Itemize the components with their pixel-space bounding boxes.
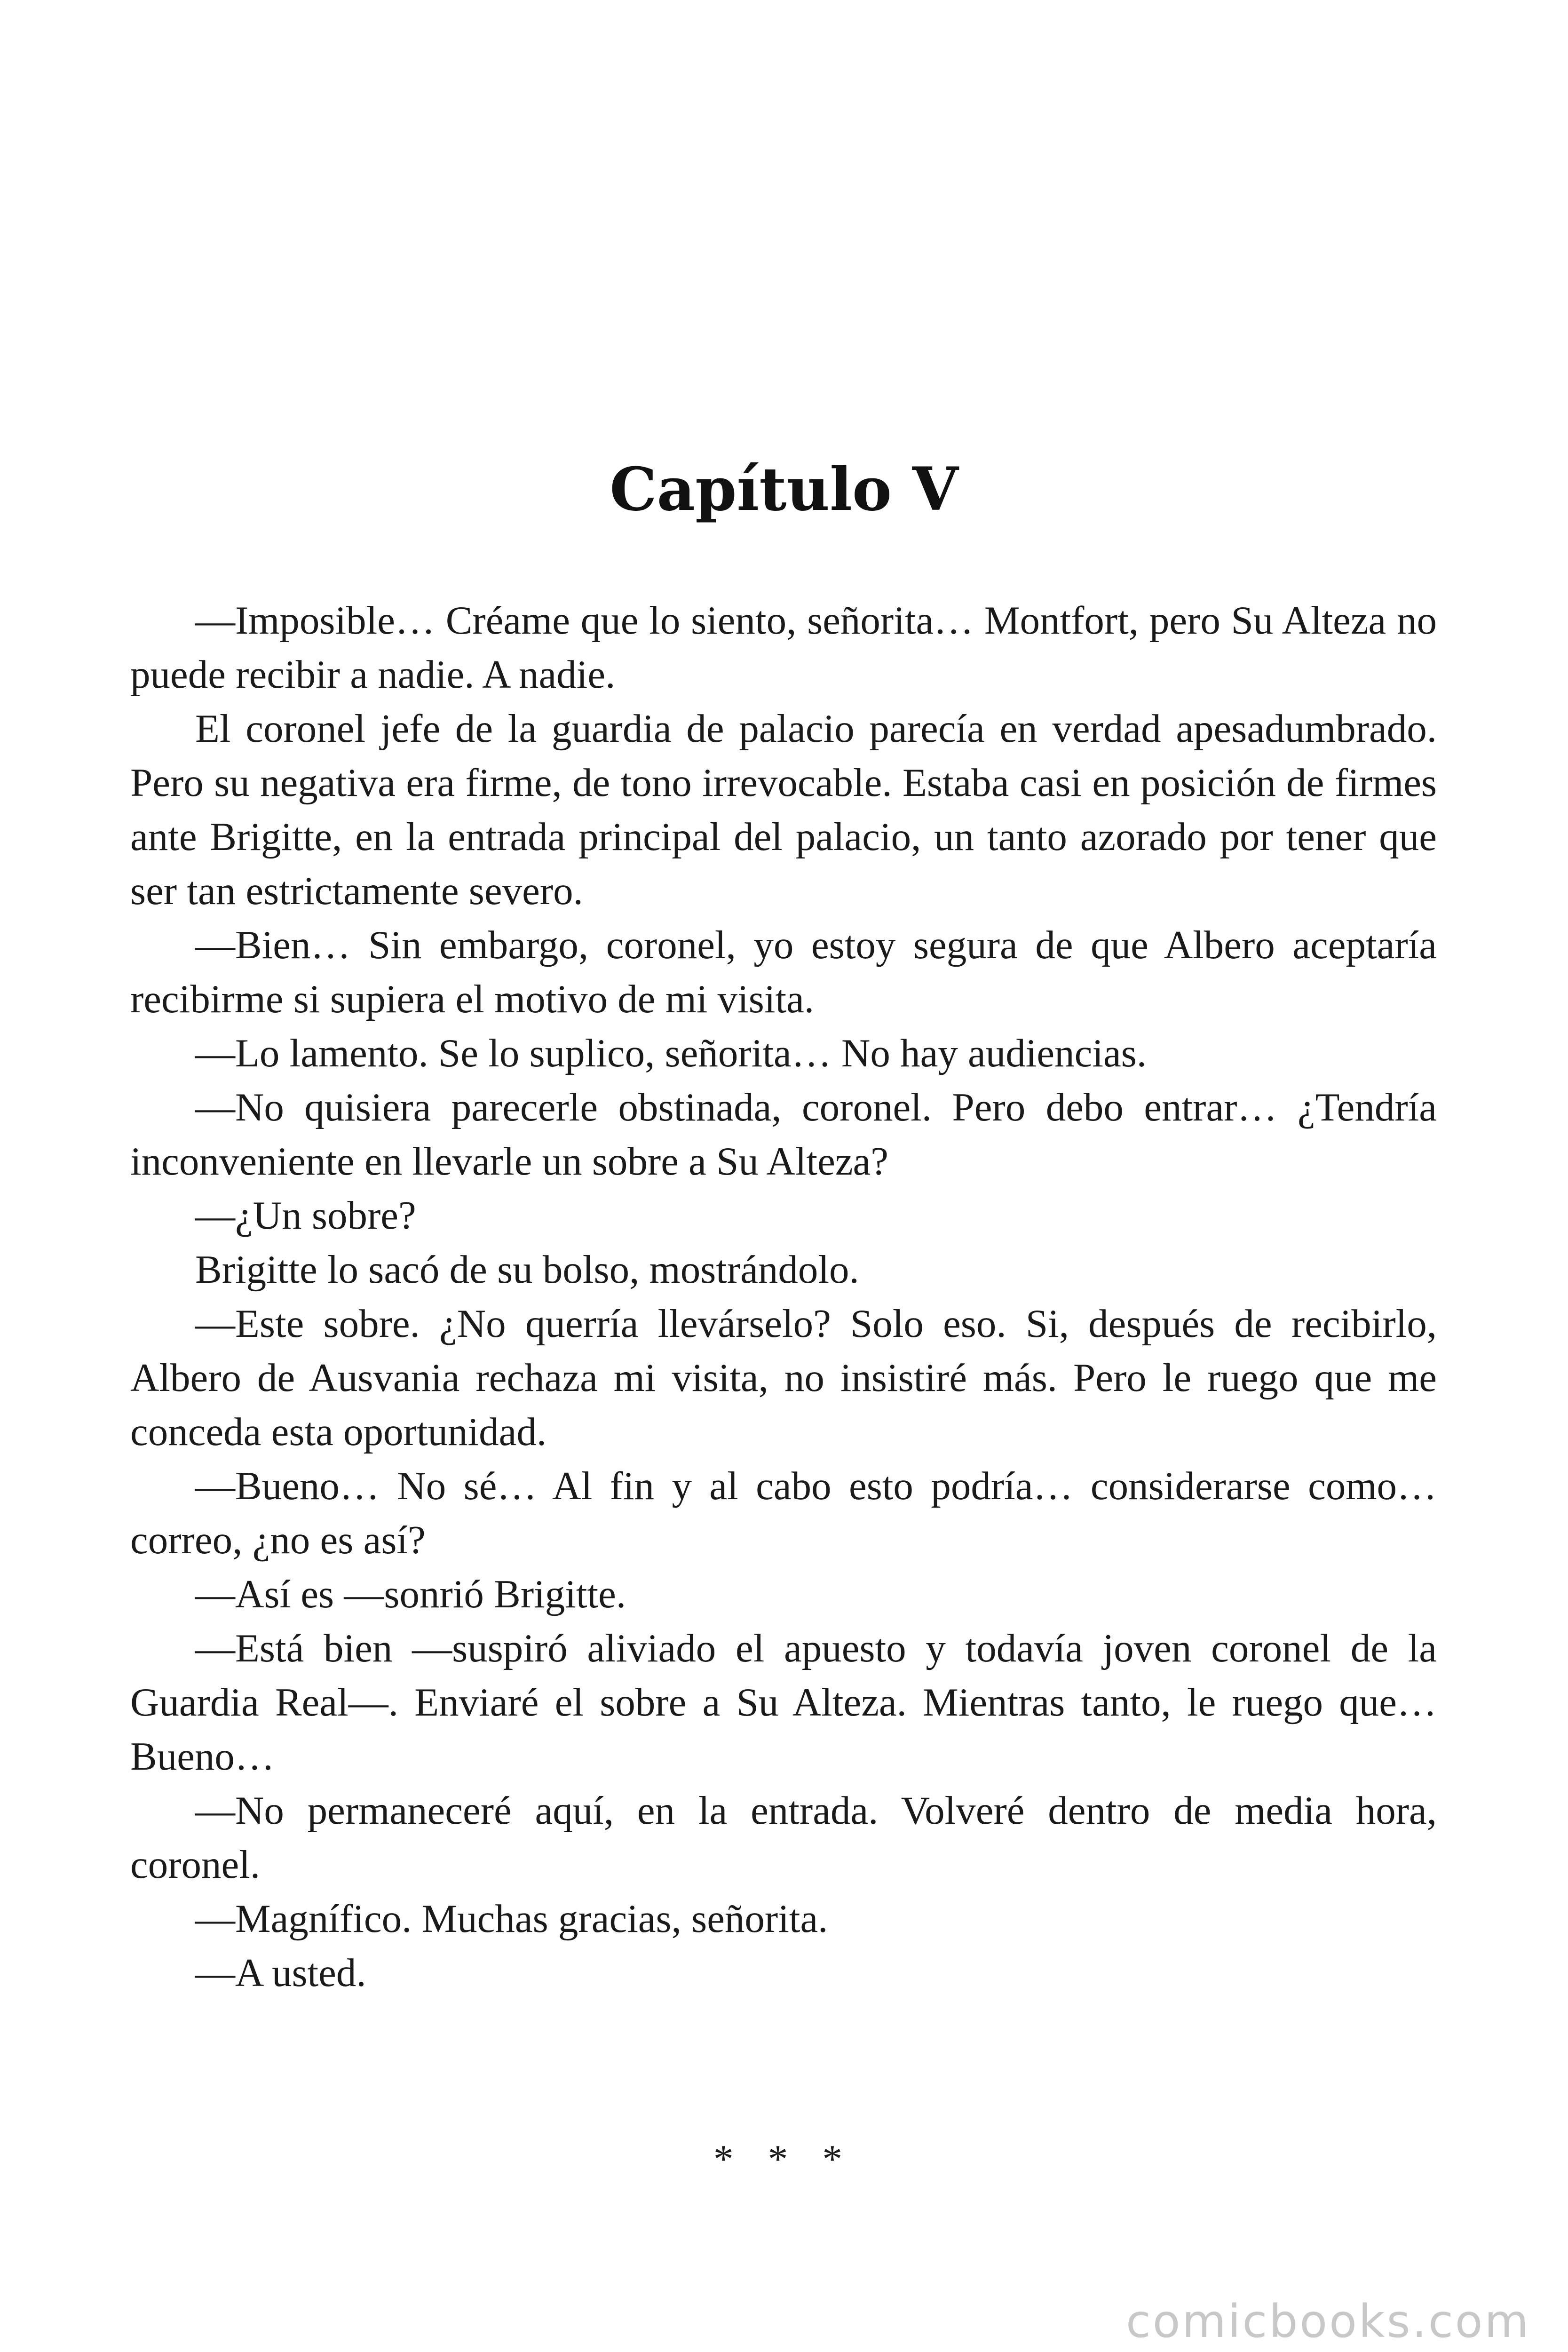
- paragraph: —Bueno… No sé… Al fin y al cabo esto podría… considerarse como… correo, ¿no es así?: [130, 1464, 1437, 1562]
- paragraph: El coronel jefe de la guardia de palacio parecía en verdad apesadumbrado. Pero su negativa era firme, de tono irrevocable. Estaba casi en posición de firmes ante Brigitte, en la entrada principal del palacio, un tanto azorado por tener que ser tan estrictamente severo.: [130, 707, 1437, 913]
- paragraph: —Bien… Sin embargo, coronel, yo estoy segura de que Albero aceptaría recibirme si supiera el motivo de mi visita.: [130, 923, 1437, 1021]
- paragraph: —No permaneceré aquí, en la entrada. Volveré dentro de media hora, coronel.: [130, 1788, 1437, 1887]
- paragraph: —¿Un sobre?: [195, 1193, 416, 1238]
- paragraph: —No quisiera parecerle obstinada, coronel. Pero debo entrar… ¿Tendría inconveniente en llevarle un sobre a Su Alteza?: [130, 1085, 1437, 1184]
- paragraph: —A usted.: [195, 1951, 366, 1995]
- section-separator: * * *: [713, 2137, 855, 2181]
- paragraph: —Este sobre. ¿No querría llevárselo? Solo eso. Si, después de recibirlo, Albero de Ausvania rechaza mi visita, no insistiré más. Pero le ruego que me conceda esta oportunidad.: [130, 1302, 1437, 1454]
- paragraph: —Lo lamento. Se lo suplico, señorita… No hay audiencias.: [195, 1031, 1147, 1075]
- paragraph: —Imposible… Créame que lo siento, señorita… Montfort, pero Su Alteza no puede recibir a nadie. A nadie.: [130, 598, 1437, 697]
- paragraph: —Así es —sonrió Brigitte.: [195, 1572, 626, 1616]
- paragraph: —Está bien —suspiró aliviado el apuesto y todavía joven coronel de la Guardia Real—. Enviaré el sobre a Su Alteza. Mientras tanto, le ruego que… Bueno…: [130, 1626, 1437, 1779]
- chapter-title: Capítulo V: [610, 454, 958, 524]
- paragraph: Brigitte lo sacó de su bolso, mostrándolo.: [195, 1248, 859, 1292]
- watermark: comicbooks.com: [1125, 2295, 1530, 2348]
- paragraph: —Magnífico. Muchas gracias, señorita.: [195, 1897, 828, 1941]
- chapter-body: [130, 594, 1437, 2000]
